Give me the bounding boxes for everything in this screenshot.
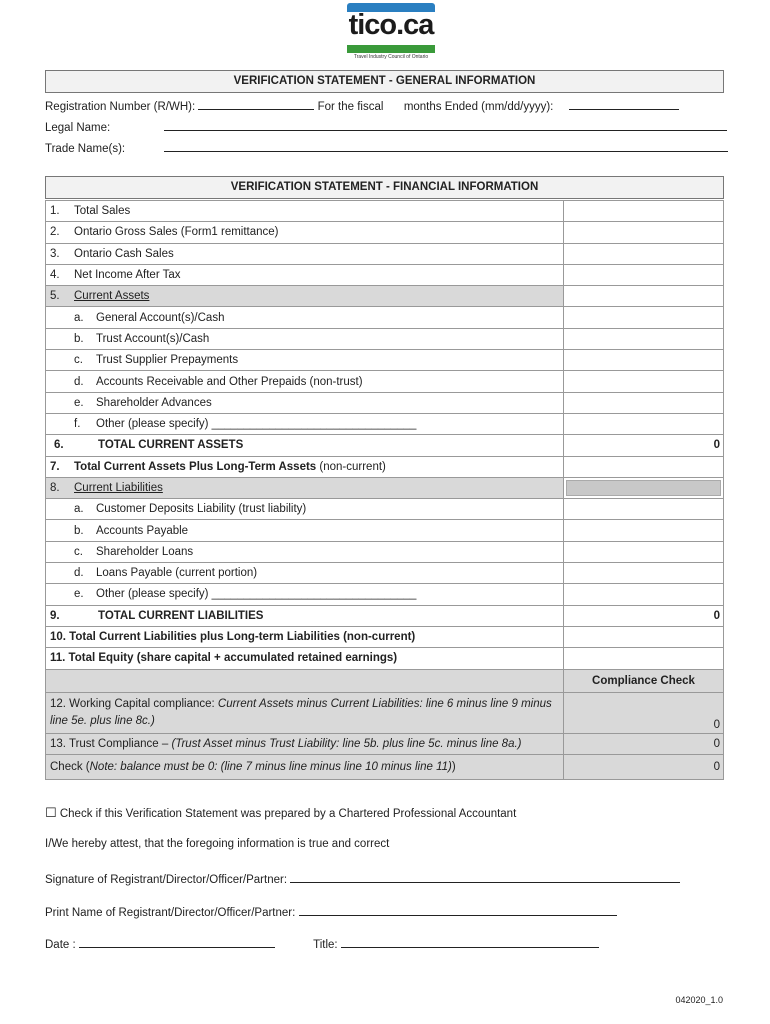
row-letter: a.	[74, 311, 84, 324]
trust-supplier-prepayments-label: Trust Supplier Prepayments	[96, 354, 239, 367]
attestation-text: I/We hereby attest, that the foregoing information is true and correct	[45, 838, 390, 850]
shareholder-loans-input[interactable]	[564, 541, 724, 562]
balance-check-close: )	[451, 760, 456, 773]
table-row	[46, 541, 724, 562]
net-income-label: Net Income After Tax	[74, 269, 181, 282]
total-assets-suffix: (non-current)	[319, 460, 386, 473]
cpa-line	[45, 805, 516, 821]
trust-compliance-label: 13. Trust Compliance –	[50, 737, 169, 750]
shareholder-advances-input[interactable]	[564, 392, 724, 413]
legal-name-line	[45, 119, 727, 134]
date-label: Date :	[45, 939, 76, 951]
table-row	[46, 692, 724, 733]
current-assets-label: Current Assets	[74, 290, 150, 303]
table-row	[46, 499, 724, 520]
trust-compliance-formula: (Trust Asset minus Trust Liability: line 5b. plus line 5c. minus line 8a.)	[171, 737, 522, 750]
form-code: 042020_1.0	[675, 995, 723, 1005]
ontario-cash-sales-label: Ontario Cash Sales	[74, 247, 174, 260]
date-title-line	[45, 936, 599, 951]
other-liabilities-label: Other (please specify) ________________________________	[96, 588, 417, 601]
shareholder-advances-label: Shareholder Advances	[96, 396, 212, 409]
table-row	[46, 307, 724, 328]
customer-deposits-label: Customer Deposits Liability (trust liability)	[96, 503, 307, 516]
legal-name-label: Legal Name:	[45, 122, 111, 134]
fiscal-label: For the fiscal	[317, 101, 384, 113]
current-liabilities-shaded-cell	[566, 480, 721, 496]
table-row	[46, 222, 724, 243]
compliance-spacer	[46, 669, 564, 692]
row-number: 5.	[50, 290, 60, 303]
months-ended-date-field[interactable]	[569, 98, 679, 110]
row-number: 7.	[50, 460, 60, 473]
registration-number-field[interactable]	[198, 98, 314, 110]
financial-table	[45, 200, 724, 780]
total-liabilities-label: 10. Total Current Liabilities plus Long-term Liabilities (non-current)	[46, 626, 564, 647]
total-equity-input[interactable]	[564, 648, 724, 669]
signature-label: Signature of Registrant/Director/Officer/Partner:	[45, 874, 288, 886]
table-row	[46, 371, 724, 392]
total-current-liabilities-value: 0	[564, 605, 724, 626]
cpa-checkbox[interactable]: ☐	[45, 805, 57, 820]
row-letter: e.	[74, 396, 84, 409]
accounts-payable-label: Accounts Payable	[96, 524, 189, 537]
row-number: 2.	[50, 226, 60, 239]
compliance-check-header: Compliance Check	[564, 669, 724, 692]
working-capital-value: 0	[564, 692, 724, 733]
signature-line	[45, 871, 680, 886]
table-row	[46, 392, 724, 413]
row-letter: e.	[74, 588, 84, 601]
row-number: 9.	[50, 609, 60, 622]
working-capital-compliance-row	[46, 692, 564, 733]
total-sales-input[interactable]	[564, 201, 724, 222]
total-liabilities-input[interactable]	[564, 626, 724, 647]
row-number: 6.	[54, 439, 64, 452]
total-assets-label: Total Current Assets Plus Long-Term Assets	[74, 460, 317, 473]
trust-compliance-row	[46, 733, 564, 754]
table-row	[46, 350, 724, 371]
accounts-receivable-input[interactable]	[564, 371, 724, 392]
other-assets-input[interactable]	[564, 413, 724, 434]
accounts-receivable-label: Accounts Receivable and Other Prepaids (non-trust)	[96, 375, 363, 388]
other-assets-label: Other (please specify) ________________________________	[96, 418, 417, 431]
current-assets-shaded-cell	[564, 286, 724, 307]
registration-label: Registration Number (R/WH):	[45, 101, 196, 113]
total-sales-label: Total Sales	[74, 205, 131, 218]
current-liabilities-label: Current Liabilities	[74, 482, 163, 494]
table-row	[46, 286, 724, 307]
trust-account-cash-label: Trust Account(s)/Cash	[96, 332, 210, 345]
logo-tagline: Travel Industry Council of Ontario	[353, 54, 429, 60]
row-number: 3.	[50, 247, 60, 260]
row-letter: a.	[74, 503, 84, 516]
table-row	[46, 328, 724, 349]
trust-compliance-value: 0	[564, 733, 724, 754]
registration-line	[45, 98, 679, 113]
title-field[interactable]	[341, 936, 599, 948]
logo-wordmark: tico.ca	[348, 9, 434, 41]
ontario-cash-sales-input[interactable]	[564, 243, 724, 264]
total-current-liabilities-label: TOTAL CURRENT LIABILITIES	[98, 609, 264, 622]
trade-name-field[interactable]	[164, 140, 728, 152]
table-row	[46, 605, 724, 626]
table-row	[46, 456, 724, 477]
general-account-cash-input[interactable]	[564, 307, 724, 328]
trade-name-label: Trade Name(s):	[45, 143, 126, 155]
other-liabilities-input[interactable]	[564, 584, 724, 605]
loans-payable-label: Loans Payable (current portion)	[96, 567, 258, 580]
tico-logo	[345, 3, 437, 61]
row-number: 8.	[50, 482, 60, 494]
table-row	[46, 413, 724, 434]
print-name-field[interactable]	[299, 904, 617, 916]
row-letter: d.	[74, 375, 84, 388]
table-row	[46, 520, 724, 541]
date-field[interactable]	[79, 936, 275, 948]
print-name-label: Print Name of Registrant/Director/Officer/Partner:	[45, 907, 296, 919]
table-row	[46, 435, 724, 456]
balance-check-note: Note: balance must be 0: (line 7 minus line minus line 10 minus line 11)	[89, 760, 452, 773]
legal-name-field[interactable]	[164, 119, 727, 131]
row-letter: d.	[74, 567, 84, 580]
table-row	[46, 563, 724, 584]
total-equity-label: 11. Total Equity (share capital + accumulated retained earnings)	[46, 648, 564, 669]
row-letter: b.	[74, 332, 84, 345]
shareholder-loans-label: Shareholder Loans	[96, 545, 194, 558]
total-current-assets-label: TOTAL CURRENT ASSETS	[98, 439, 244, 452]
title-label: Title:	[313, 939, 338, 951]
table-row	[46, 733, 724, 754]
ontario-gross-sales-label: Ontario Gross Sales (Form1 remittance)	[74, 226, 279, 239]
working-capital-formula: Current Assets minus Current Liabilities: line 6 minus line 9 minus line 5e. plus line 8c.)	[50, 697, 552, 727]
total-current-assets-value: 0	[564, 435, 724, 456]
row-number: 4.	[50, 269, 60, 282]
ontario-gross-sales-input[interactable]	[564, 222, 724, 243]
print-name-line	[45, 904, 617, 919]
customer-deposits-input[interactable]	[564, 499, 724, 520]
accounts-payable-input[interactable]	[564, 520, 724, 541]
trade-name-line	[45, 140, 728, 155]
balance-check-label: Check (	[50, 760, 90, 773]
general-account-cash-label: General Account(s)/Cash	[96, 311, 225, 324]
row-letter: b.	[74, 524, 84, 537]
cpa-text: Check if this Verification Statement was prepared by a Chartered Professional Accountant	[59, 808, 517, 820]
table-row	[46, 201, 724, 222]
trust-account-cash-input[interactable]	[564, 328, 724, 349]
row-number: 1.	[50, 205, 60, 218]
financial-info-header: VERIFICATION STATEMENT - FINANCIAL INFORMATION	[45, 176, 724, 199]
row-letter: c.	[74, 545, 83, 558]
table-row	[46, 243, 724, 264]
table-row	[46, 264, 724, 285]
trust-supplier-prepayments-input[interactable]	[564, 350, 724, 371]
table-row	[46, 669, 724, 692]
table-row	[46, 626, 724, 647]
row-letter: c.	[74, 354, 83, 367]
months-ended-label: months Ended (mm/dd/yyyy):	[403, 101, 554, 113]
row-letter: f.	[74, 418, 81, 431]
table-row	[46, 754, 724, 779]
net-income-input[interactable]	[564, 264, 724, 285]
table-row	[46, 648, 724, 669]
table-row	[46, 477, 724, 498]
general-info-header: VERIFICATION STATEMENT - GENERAL INFORMATION	[45, 70, 724, 93]
working-capital-label: 12. Working Capital compliance:	[50, 697, 215, 710]
total-assets-input[interactable]	[564, 456, 724, 477]
signature-field[interactable]	[290, 871, 680, 883]
table-row	[46, 584, 724, 605]
balance-check-value: 0	[564, 754, 724, 779]
fiscal-months-field[interactable]	[387, 99, 401, 110]
balance-check-row	[46, 754, 564, 779]
logo-bottom-bar	[347, 45, 435, 53]
loans-payable-input[interactable]	[564, 563, 724, 584]
